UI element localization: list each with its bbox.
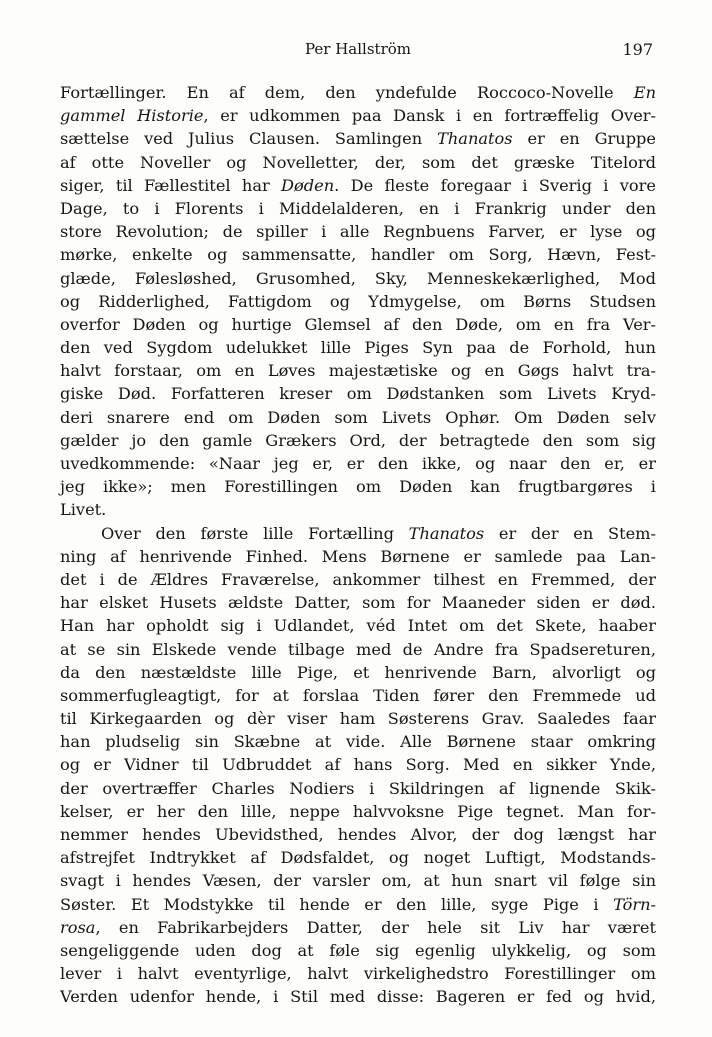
text-line: til Kirkegaarden og dèr viser ham Søsterens Grav. Saaledes faar — [60, 709, 656, 729]
text-line: mørke, enkelte og sammensatte, handler om Sorg, Hævn, Fest- — [60, 245, 656, 265]
text-line: den ved Sygdom udelukket lille Piges Syn paa de Forhold, hun — [60, 338, 656, 358]
text-line: gælder jo den gamle Grækers Ord, der betragtede den som sig — [60, 430, 656, 450]
text-line: Livet. — [60, 500, 107, 520]
text-line: Søster. Et Modstykke til hende er den lille, syge Pige i Törn- — [60, 894, 656, 914]
text-line: at se sin Elskede vende tilbage med de Andre fra Spadsereturen, — [60, 639, 656, 659]
page-number: 197 — [622, 40, 653, 59]
text-line: sommerfugleagtigt, for at forslaa Tiden fører den Fremmede ud — [60, 685, 656, 705]
running-header — [60, 40, 656, 64]
text-line: ning af henrivende Finhed. Mens Børnene er samlede paa Lan- — [60, 546, 656, 566]
text-line: af otte Noveller og Novelletter, der, som det græske Titelord — [60, 152, 656, 172]
text-line: sættelse ved Julius Clausen. Samlingen Thanatos er en Gruppe — [60, 129, 656, 149]
text-line: Fortællinger. En af dem, den yndefulde Roccoco-Novelle En — [60, 83, 656, 102]
text-line: uvedkommende: «Naar jeg er, er den ikke, og naar den er, er — [60, 454, 656, 473]
text-line: sengeliggende uden dog at føle sig egenlig ulykkelig, og som — [60, 940, 656, 960]
text-line: siger, til Fællestitel har Døden. De fleste foregaar i Sverig i vore — [60, 175, 656, 195]
text-line: rosa, en Fabrikarbejders Datter, der hele sit Liv har været — [60, 917, 656, 937]
text-line: Verden udenfor hende, i Stil med disse: Bageren er fed og hvid, — [60, 987, 656, 1007]
text-line: Dage, to i Florents i Middelalderen, en i Frankrig under den — [60, 198, 656, 218]
text-line: da den næstældste lille Pige, et henrivende Barn, alvorligt og — [60, 662, 656, 682]
text-line: kelser, er her den lille, neppe halvvoksne Pige tegnet. Man for- — [60, 801, 656, 821]
text-line: og Ridderlighed, Fattigdom og Ydmygelse, om Børns Studsen — [60, 291, 656, 311]
text-line: afstrejfet Indtrykket af Dødsfaldet, og noget Luftigt, Modstands- — [60, 848, 656, 868]
text-line: nemmer hendes Ubevidsthed, hendes Alvor, der dog længst har — [60, 825, 656, 844]
text-line: giske Død. Forfatteren kreser om Dødstanken som Livets Kryd- — [60, 384, 656, 404]
text-line: svagt i hendes Væsen, der varsler om, at hun snart vil følge sin — [60, 871, 656, 891]
text-line: store Revolution; de spiller i alle Regnbuens Farver, er lyse og — [60, 222, 656, 242]
running-head-author: Per Hallström — [304, 40, 411, 58]
text-line: Han har opholdt sig i Udlandet, véd Intet om det Skete, haaber — [60, 616, 656, 636]
text-line: lever i halvt eventyrlige, halvt virkelighedstro Forestillinger om — [60, 964, 656, 984]
text-line: gammel Historie, er udkommen paa Dansk i en fortræffelig Over- — [60, 106, 656, 126]
text-line: overfor Døden og hurtige Glemsel af den Døde, om en fra Ver- — [60, 314, 656, 334]
text-line: han pludselig sin Skæbne at vide. Alle Børnene staar omkring — [60, 732, 656, 752]
text-line: jeg ikke»; men Forestillingen om Døden kan frugtbargøres i — [60, 477, 656, 497]
text-line: glæde, Følesløshed, Grusomhed, Sky, Menneskekærlighed, Mod — [60, 268, 656, 288]
text-line: halvt forstaar, om en Løves majestætiske og en Gøgs halvt tra- — [60, 361, 656, 381]
text-line: Over den første lille Fortælling Thanatos er der en Stem- — [101, 523, 656, 543]
text-line: har elsket Husets ældste Datter, som for Maaneder siden er død. — [60, 593, 656, 613]
text-line: der overtræffer Charles Nodiers i Skildringen af lignende Skik- — [60, 778, 656, 798]
text-line: og er Vidner til Udbruddet af hans Sorg. Med en sikker Ynde, — [60, 755, 656, 775]
text-line: det i de Ældres Fraværelse, ankommer tilhest en Fremmed, der — [60, 569, 656, 589]
text-line: deri snarere end om Døden som Livets Ophør. Om Døden selv — [60, 407, 656, 427]
body-text — [60, 81, 656, 1009]
